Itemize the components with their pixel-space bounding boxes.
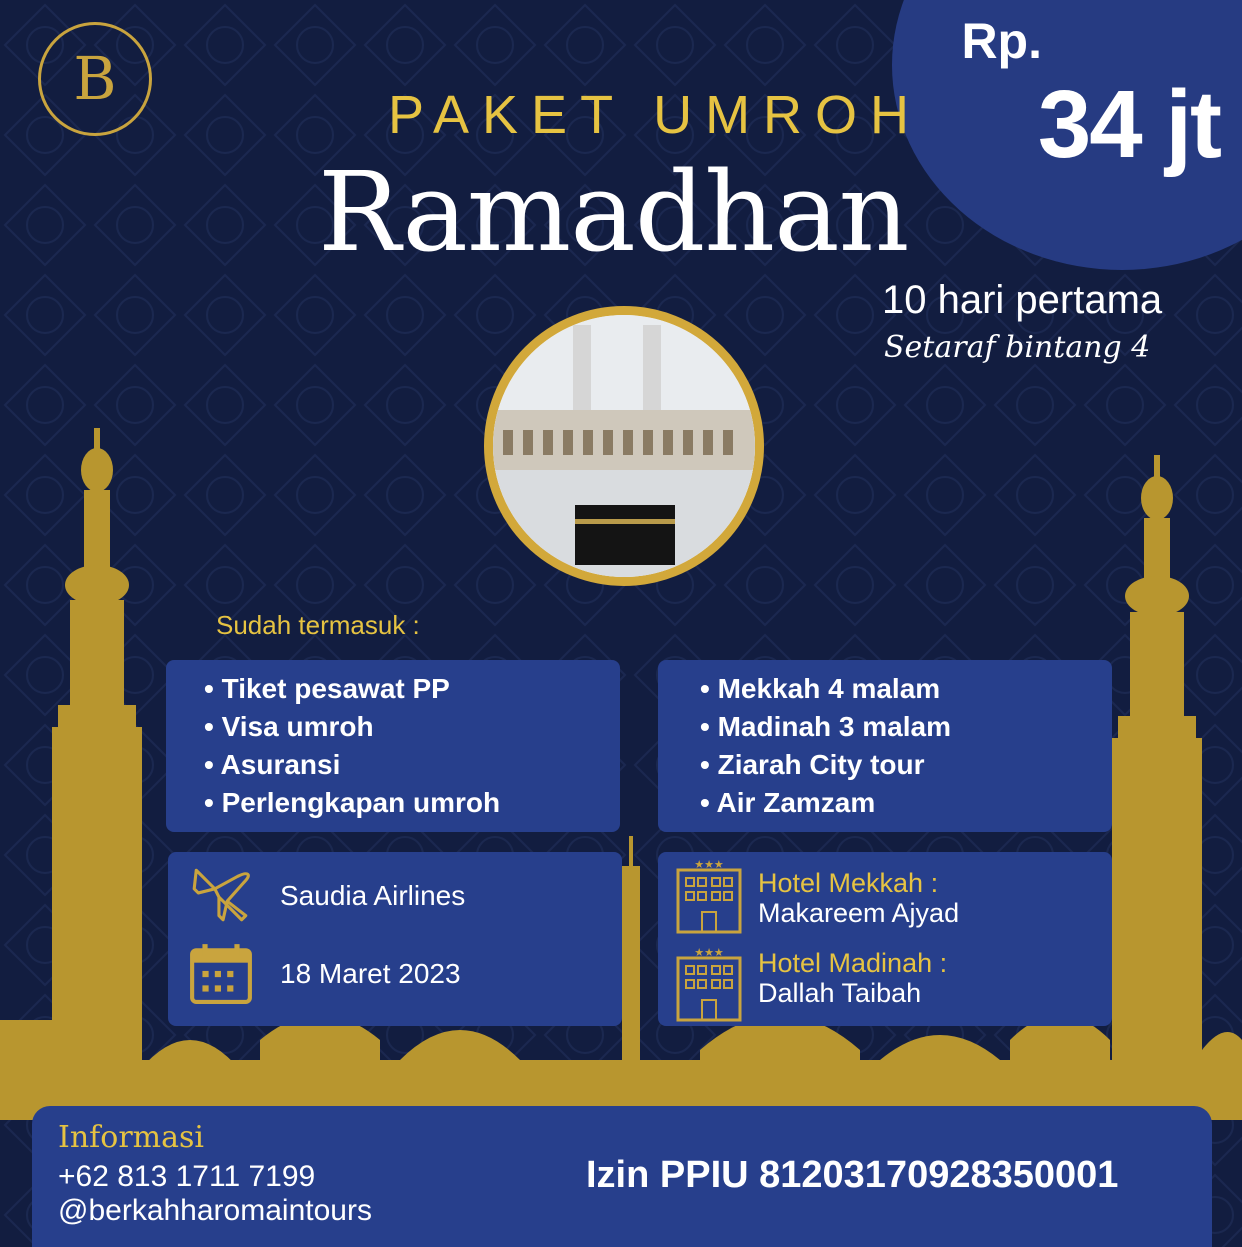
inclusions-card-left (166, 660, 620, 832)
svg-text:★★★: ★★★ (694, 858, 724, 871)
package-title: Ramadhan (318, 148, 909, 276)
price-amount: 34 jt (1037, 71, 1220, 178)
license-number: Izin PPIU 81203170928350001 (586, 1154, 1119, 1196)
calendar-icon (188, 940, 254, 1010)
travel-card (168, 852, 622, 1026)
list-item: • Air Zamzam (700, 784, 951, 822)
kaaba-photo (484, 306, 764, 586)
price-prefix: Rp. (961, 13, 1042, 69)
hotel-madinah-label: Hotel Madinah : (758, 948, 948, 978)
svg-text:★★★: ★★★ (694, 946, 724, 959)
inclusions-label: Sudah termasuk : (216, 610, 420, 640)
list-item: • Mekkah 4 malam (700, 670, 951, 708)
svg-text:B: B (73, 43, 117, 113)
hotel-grade-text: Setaraf bintang 4 (884, 330, 1151, 365)
list-item: • Ziarah City tour (700, 746, 951, 784)
hotel-madinah-name: Dallah Taibah (758, 978, 922, 1008)
list-item: • Madinah 3 malam (700, 708, 951, 746)
social-handle[interactable]: @berkahharomaintours (58, 1194, 372, 1227)
hotel-building-icon (674, 856, 744, 938)
duration-text: 10 hari pertama (882, 278, 1163, 322)
list-item: • Perlengkapan umroh (204, 784, 500, 822)
inclusions-list-right (700, 670, 951, 822)
airplane-icon (188, 862, 254, 932)
inclusions-list-left (204, 670, 500, 822)
package-kicker: PAKET UMROH (388, 85, 923, 145)
departure-date: 18 Maret 2023 (280, 958, 461, 989)
airline-name: Saudia Airlines (280, 880, 466, 911)
hotel-mekkah-name: Makareem Ajyad (758, 898, 960, 928)
contact-phone[interactable]: +62 813 1711 7199 (58, 1160, 316, 1193)
list-item: • Visa umroh (204, 708, 500, 746)
list-item: • Tiket pesawat PP (204, 670, 500, 708)
list-item: • Asuransi (204, 746, 500, 784)
inclusions-card-right (658, 660, 1112, 832)
hotel-mekkah-label: Hotel Mekkah : (758, 868, 939, 898)
hotel-building-icon (674, 944, 744, 1026)
footer-title: Informasi (58, 1120, 205, 1155)
hotels-card (658, 852, 1112, 1026)
